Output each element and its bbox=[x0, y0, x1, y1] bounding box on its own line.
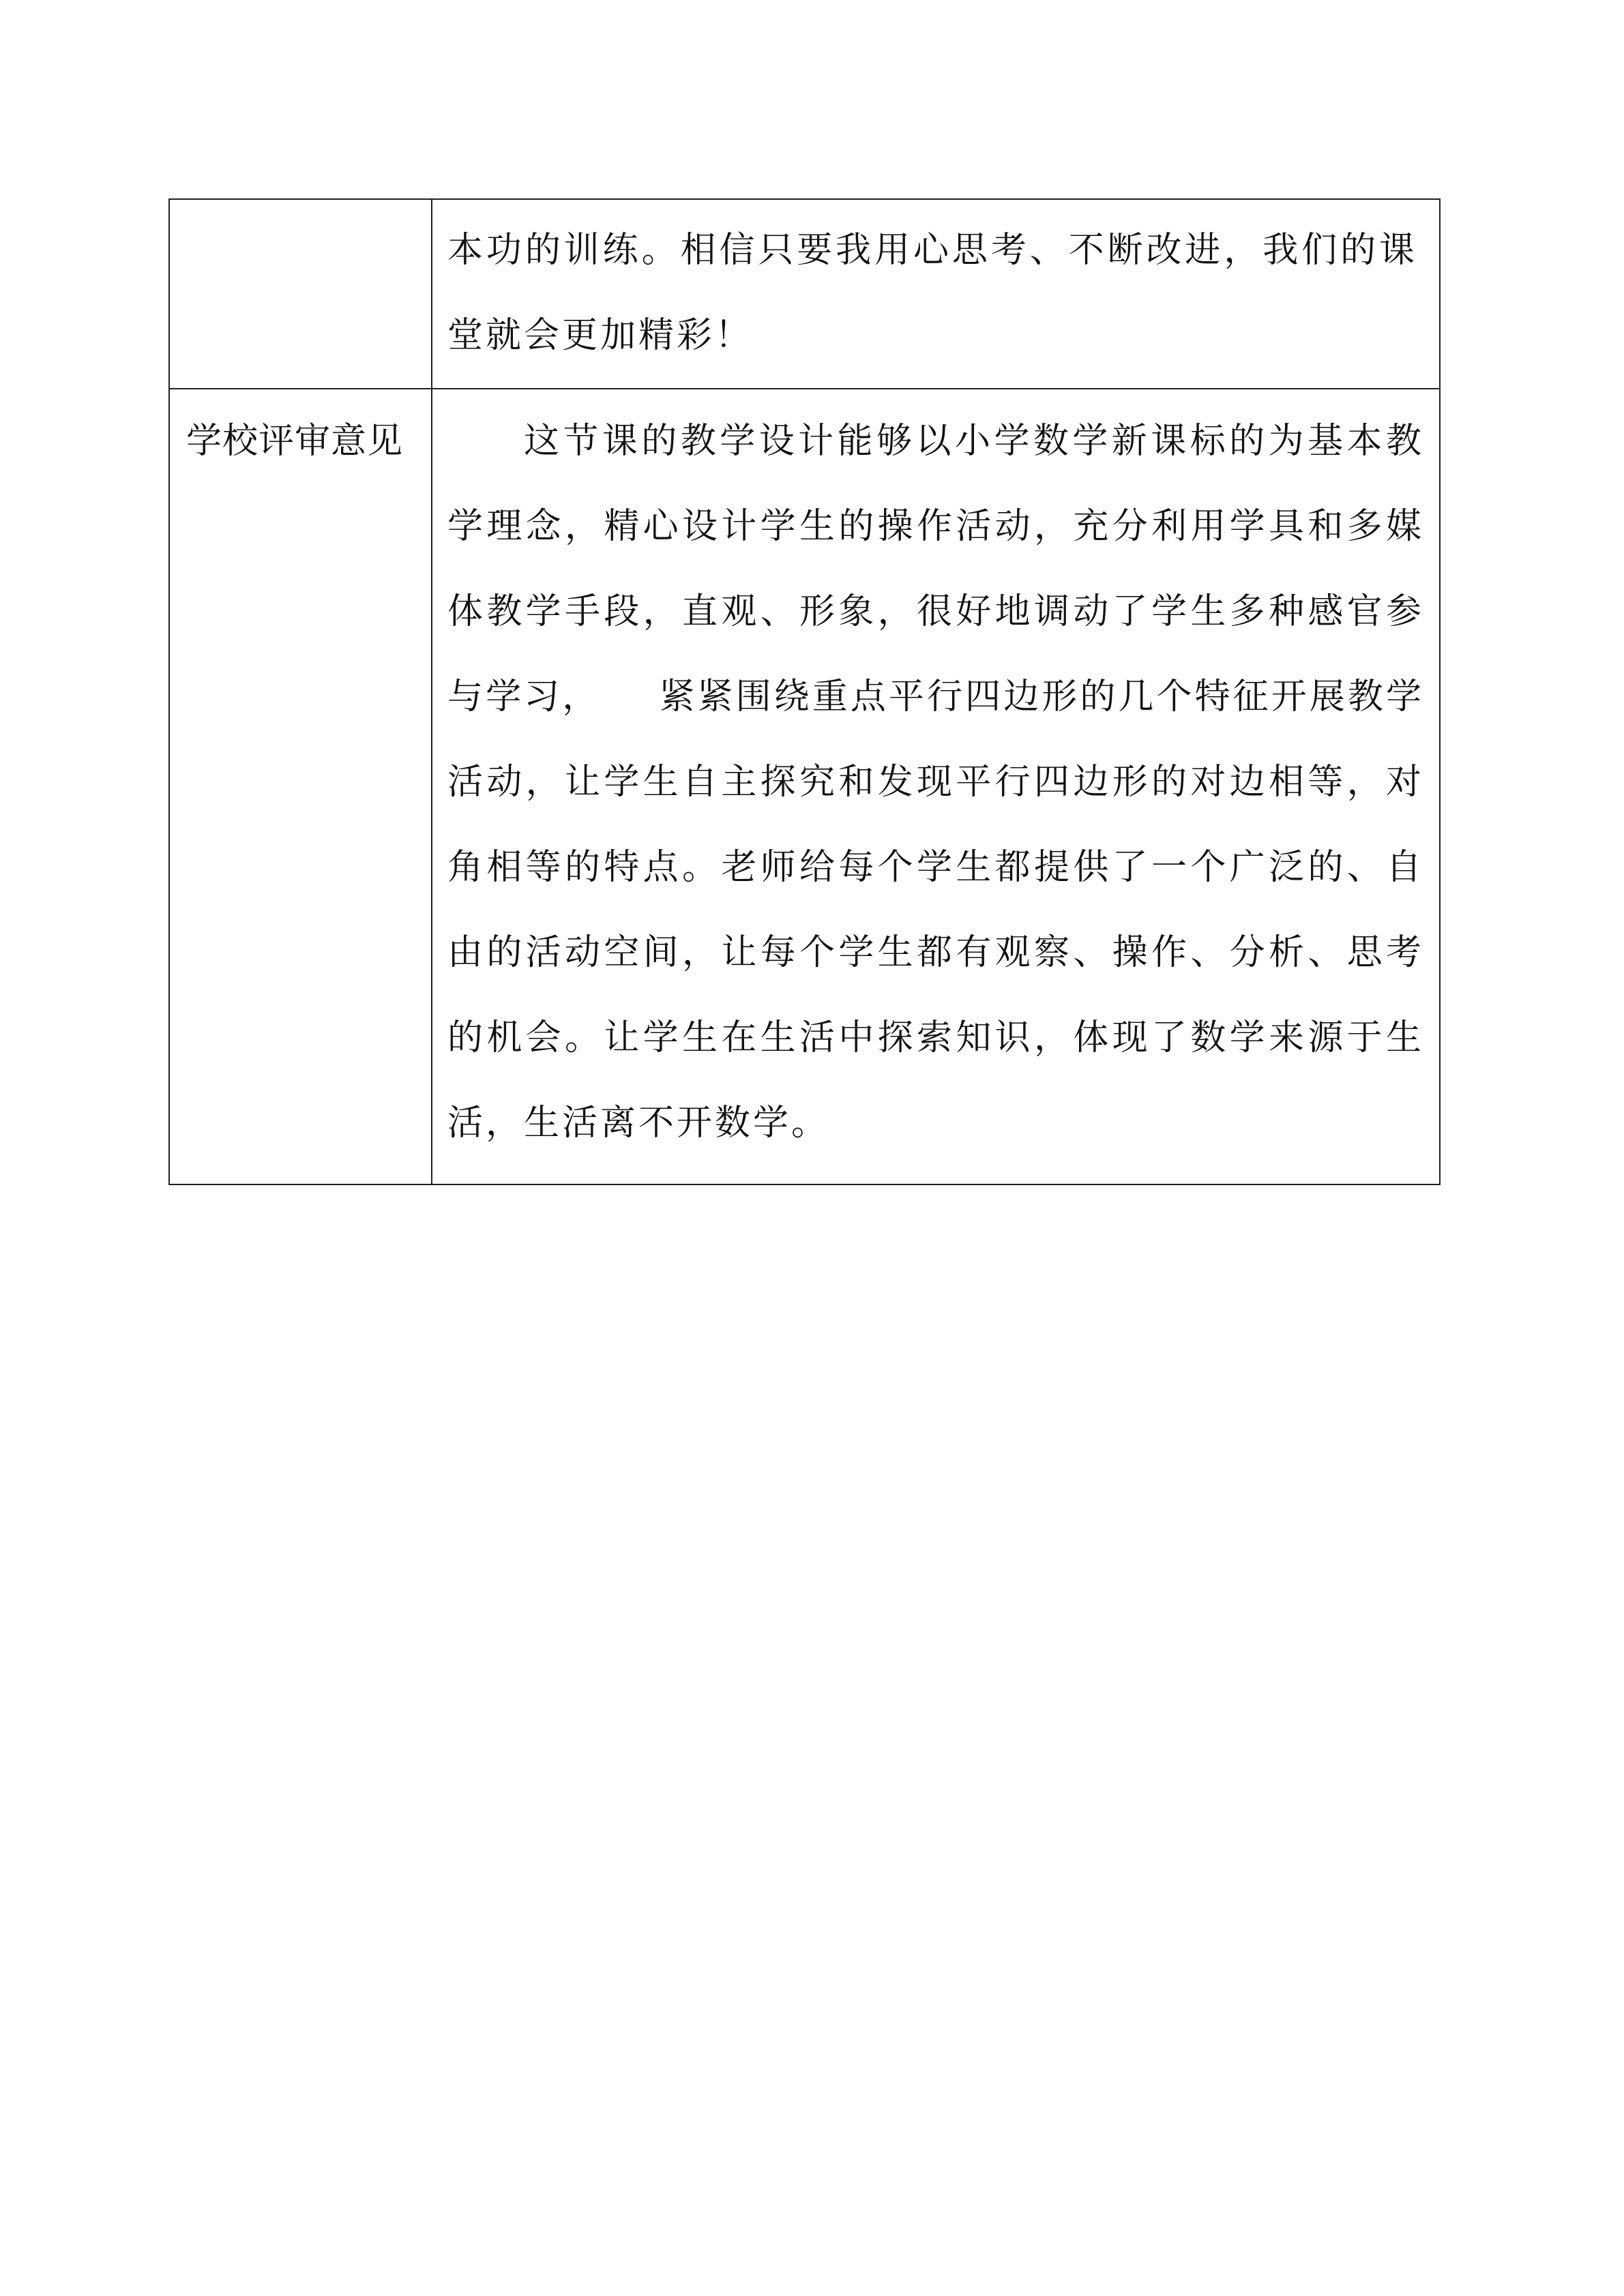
row-label-cell bbox=[169, 199, 432, 389]
reflection-text: 本功的训练。相信只要我用心思考、不断改进，我们的课堂就会更加精彩！ bbox=[447, 230, 1417, 356]
row-label-cell bbox=[169, 389, 432, 1184]
review-table bbox=[168, 198, 1441, 1185]
table-row bbox=[169, 389, 1440, 1184]
row-content-cell bbox=[432, 199, 1440, 389]
row-content-cell bbox=[432, 389, 1440, 1184]
table-row bbox=[169, 199, 1440, 389]
school-review-label: 学校评审意见 bbox=[186, 421, 404, 462]
school-review-text: 这节课的教学设计能够以小学数学新课标的为基本教学理念，精心设计学生的操作活动，充分利用学具和多媒体教学手段，直观、形象，很好地调动了学生多种感官参与学习， 紧紧围绕重点平行四边形的几个特征开展教学活动，让学生自主探究和发现平行四边形的对边相等，对角相等的特点。老师给每个学生都提供了一个广泛的、自由的活动空间，让每个学生都有观察、操作、分析、思考的机会。让学生在生活中探索知识，体现了数学来源于生活，生活离不开数学。 bbox=[447, 421, 1424, 1144]
